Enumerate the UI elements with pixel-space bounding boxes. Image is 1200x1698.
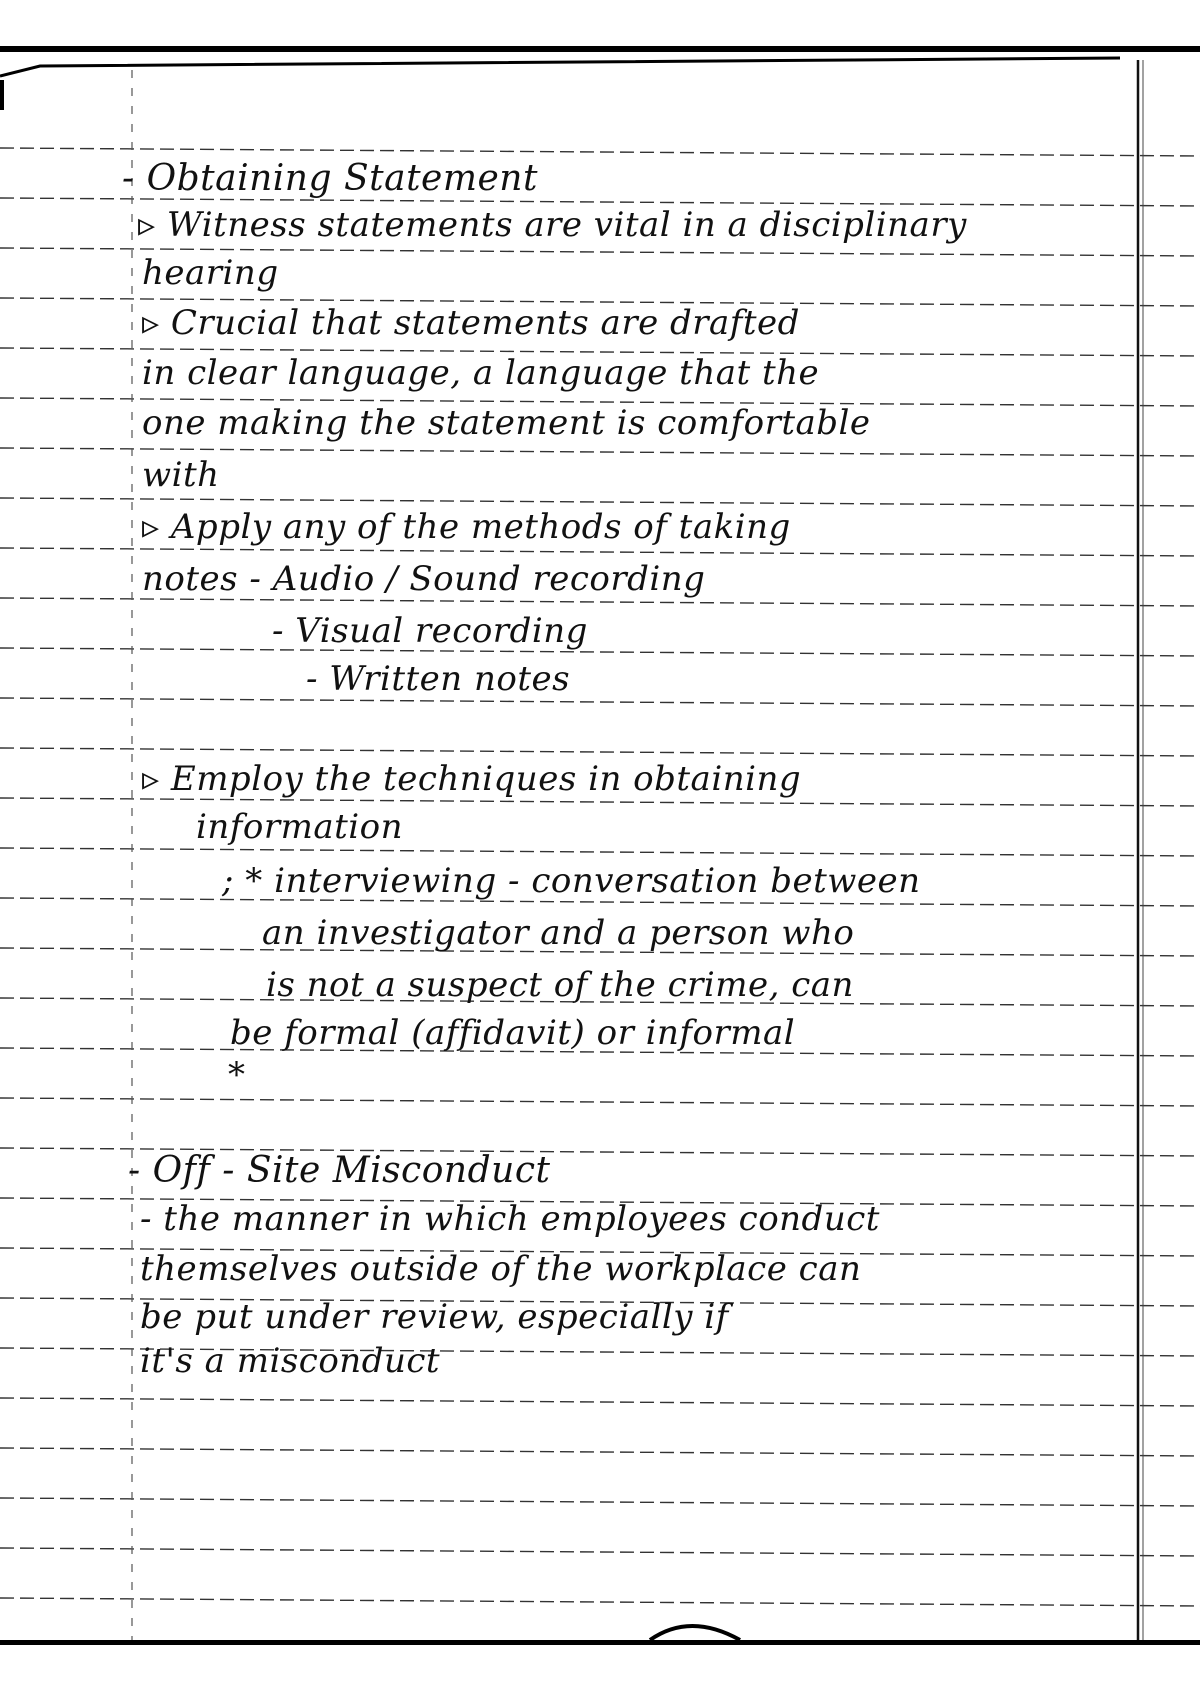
note-line: with bbox=[142, 455, 220, 495]
note-line: one making the statement is comfortable bbox=[142, 403, 871, 443]
note-line: notes - Audio / Sound recording bbox=[142, 559, 706, 599]
note-line: an investigator and a person who bbox=[262, 913, 855, 953]
note-line: - the manner in which employees conduct bbox=[140, 1199, 880, 1239]
note-line: ▹ Apply any of the methods of taking bbox=[142, 507, 791, 547]
note-line: - Written notes bbox=[306, 659, 571, 699]
note-line: be put under review, especially if bbox=[140, 1297, 729, 1337]
note-line: in clear language, a language that the bbox=[142, 353, 820, 393]
note-line: ▹ Employ the techniques in obtaining bbox=[142, 759, 802, 799]
heading-obtaining-statement: - Obtaining Statement bbox=[122, 158, 538, 199]
note-line: - Visual recording bbox=[272, 611, 588, 651]
note-line: themselves outside of the workplace can bbox=[140, 1249, 862, 1289]
note-line: be formal (affidavit) or informal bbox=[230, 1013, 796, 1053]
note-line: is not a suspect of the crime, can bbox=[266, 965, 854, 1005]
note-line: ▹ Crucial that statements are drafted bbox=[142, 303, 800, 343]
note-line: hearing bbox=[142, 253, 279, 293]
note-line: information bbox=[196, 807, 403, 847]
note-line: * bbox=[228, 1055, 246, 1095]
note-line: ▹ Witness statements are vital in a disciplinary bbox=[138, 205, 967, 245]
note-line: ; * interviewing - conversation between bbox=[222, 861, 921, 901]
note-line: it's a misconduct bbox=[140, 1341, 441, 1381]
heading-off-site-misconduct: - Off - Site Misconduct bbox=[128, 1150, 551, 1191]
